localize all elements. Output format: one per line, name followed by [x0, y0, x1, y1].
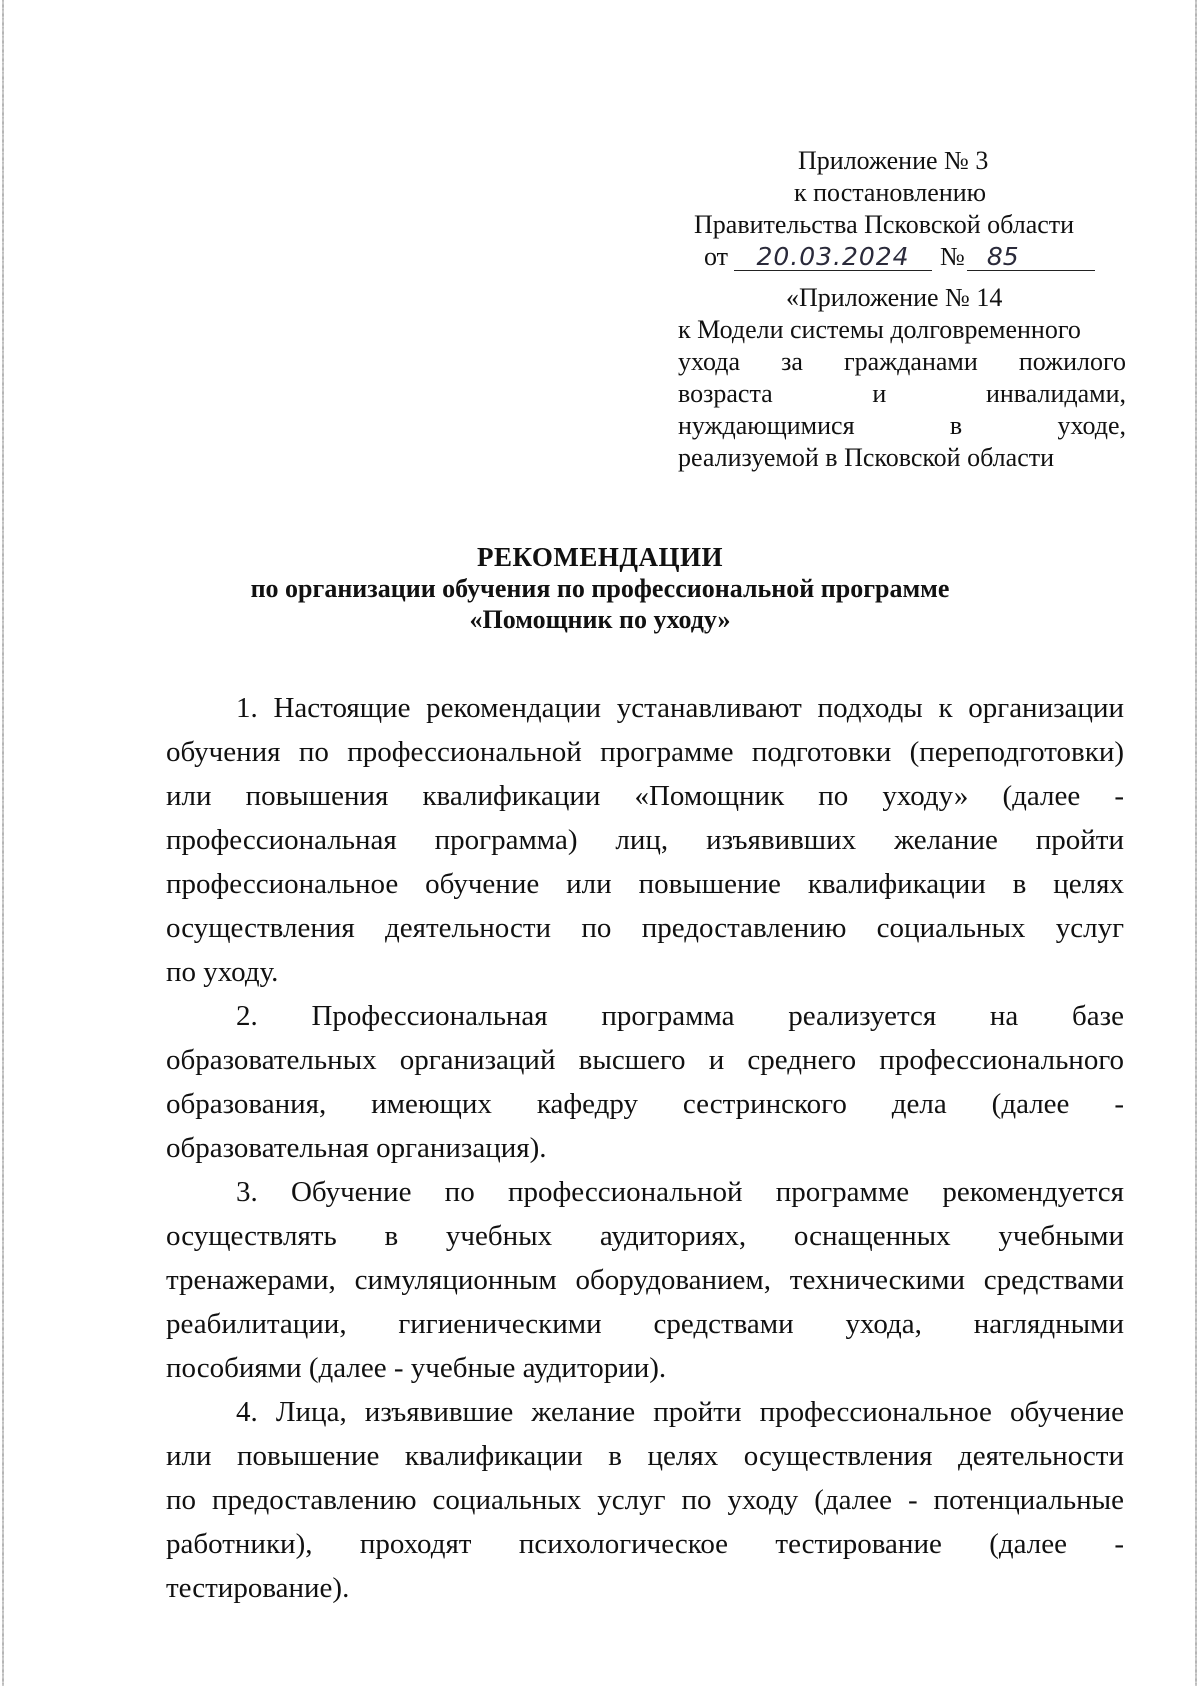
text-line: осуществления деятельности по предоставлению социальных услуг [166, 912, 1124, 944]
from-label: от [704, 242, 729, 271]
model-appendix-line: к Модели системы долговременного [678, 315, 1081, 344]
model-appendix-line: реализуемой в Псковской области [678, 443, 1055, 472]
text-line: образовательных организаций высшего и среднего профессионального [166, 1044, 1124, 1076]
model-appendix-line: нуждающимися в уходе, [678, 411, 1126, 440]
model-appendix-line: возраста и инвалидами, [678, 379, 1126, 408]
scan-edge-left [2, 0, 4, 1686]
paragraph-2 [166, 994, 1124, 1170]
text-line: 3. Обучение по профессиональной программе рекомендуется [236, 1176, 1124, 1208]
text-line: образовательная организация). [166, 1132, 547, 1164]
model-appendix-number: «Приложение № 14 [786, 283, 1003, 312]
text-line: или повышения квалификации «Помощник по уходу» (далее - [166, 780, 1124, 812]
text-line: обучения по профессиональной программе подготовки (переподготовки) [166, 736, 1124, 768]
paragraph-3 [166, 1170, 1124, 1390]
text-line: 2. Профессиональная программа реализуется на базе [236, 1000, 1124, 1032]
text-line: или повышение квалификации в целях осуществления деятельности [166, 1440, 1124, 1472]
text-line: реабилитации, гигиеническими средствами ухода, наглядными [166, 1308, 1124, 1340]
text-line: по предоставлению социальных услуг по уходу (далее - потенциальные [166, 1484, 1124, 1516]
text-line: образования, имеющих кафедру сестринского дела (далее - [166, 1088, 1124, 1120]
appendix-number: Приложение № 3 [798, 146, 989, 175]
model-appendix-line: ухода за гражданами пожилого [678, 347, 1126, 376]
title-subtitle: «Помощник по уходу» [469, 605, 731, 634]
title-main: РЕКОМЕНДАЦИИ [477, 542, 723, 572]
handwritten-number: 85 [967, 244, 1095, 271]
text-line: профессиональное обучение или повышение квалификации в целях [166, 868, 1124, 900]
text-line: 1. Настоящие рекомендации устанавливают подходы к организации [236, 692, 1124, 724]
text-line: 4. Лица, изъявившие желание пройти профессиональное обучение [236, 1396, 1124, 1428]
text-line: работники), проходят психологическое тестирование (далее - [166, 1528, 1124, 1560]
appendix-government: Правительства Псковской области [694, 210, 1075, 239]
appendix-date-number-line [704, 241, 1095, 273]
number-label: № [940, 242, 965, 271]
text-line: тренажерами, симуляционным оборудованием, техническими средствами [166, 1264, 1124, 1296]
text-line: по уходу. [166, 956, 279, 988]
model-appendix-header [678, 282, 1126, 474]
scan-edge-right [1195, 0, 1197, 1686]
text-line: профессиональная программа) лиц, изъявивших желание пройти [166, 824, 1124, 856]
title-subtitle: по организации обучения по профессиональной программе [250, 574, 950, 603]
handwritten-date: 20.03.2024 [734, 244, 932, 271]
document-body [166, 686, 1124, 1610]
appendix-to-resolution: к постановлению [794, 178, 987, 207]
text-line: осуществлять в учебных аудиториях, оснащенных учебными [166, 1220, 1124, 1252]
text-line: пособиями (далее - учебные аудитории). [166, 1352, 667, 1384]
paragraph-1 [166, 686, 1124, 994]
paragraph-4 [166, 1390, 1124, 1610]
text-line: тестирование). [166, 1572, 350, 1604]
document-title [150, 542, 1050, 635]
